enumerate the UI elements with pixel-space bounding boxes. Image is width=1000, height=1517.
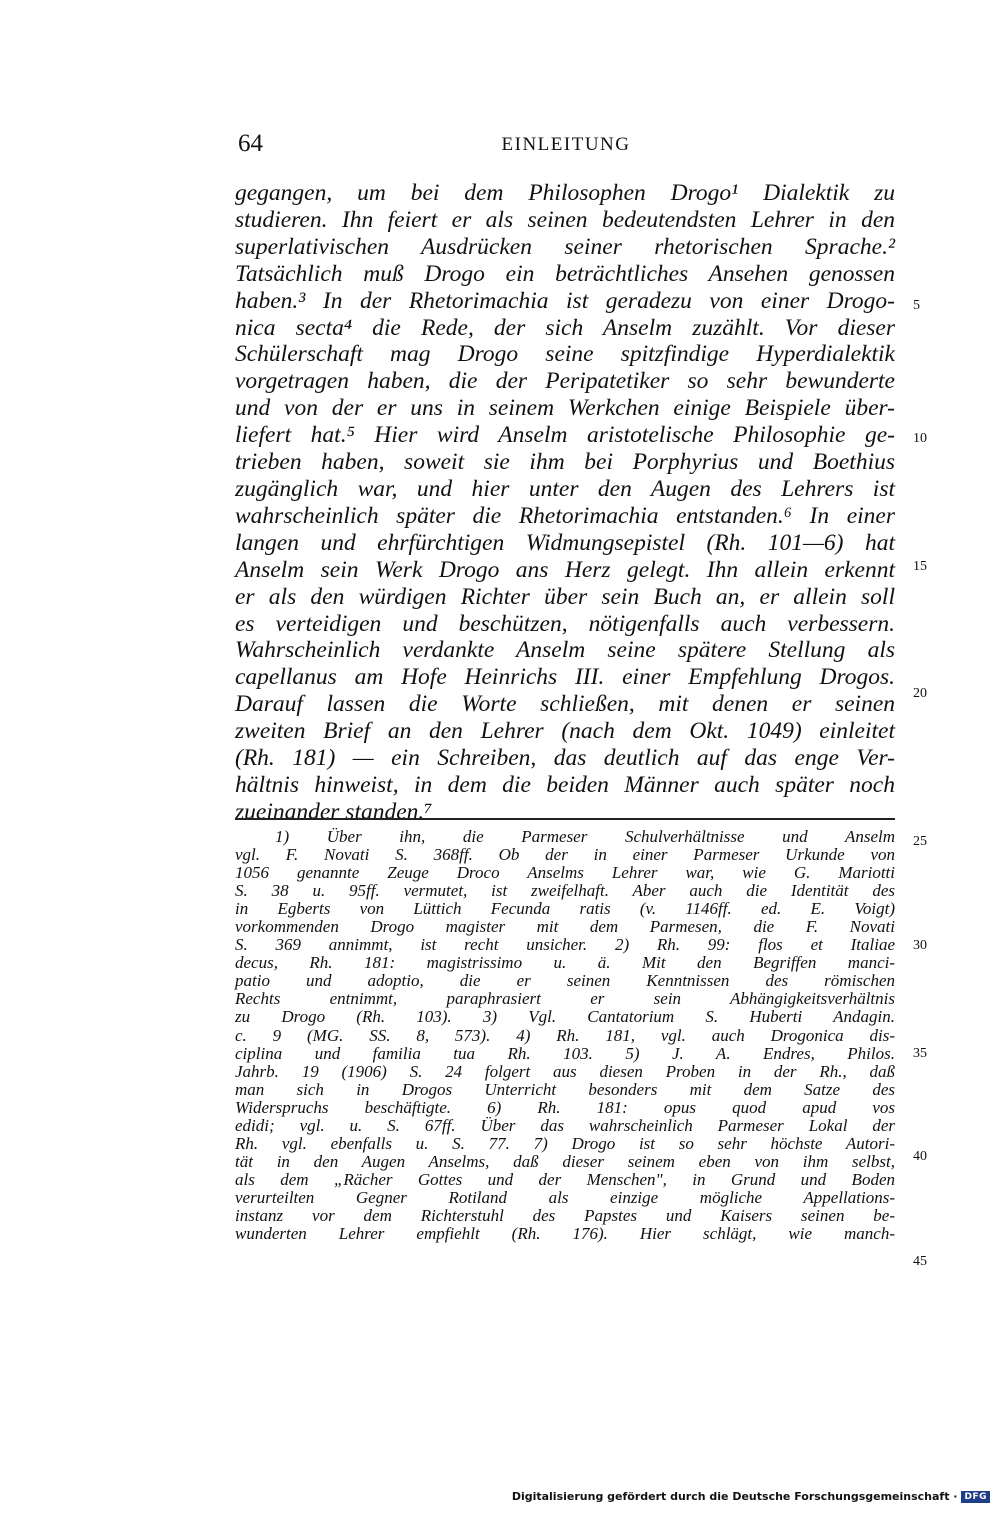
body-line: trieben haben, soweit sie ihm bei Porphyrius und Boethius [235,449,895,476]
line-number: 15 [913,559,927,574]
footnote-line: als dem „Rächer Gottes und der Menschen", in Grund und Boden [235,1169,895,1189]
line-number: 20 [913,686,927,701]
footnote-line: man sich in Drogos Unterricht besonders mit dem Satze des [235,1079,895,1099]
body-line: zueinander standen.⁷ [235,798,433,825]
footnote-line: Rh. vgl. ebenfalls u. S. 77. 7) Drogo ist so sehr höchste Autori- [235,1133,895,1153]
footnote-line: Rechts entnimmt, paraphrasiert er sein Abhängigkeitsverhältnis [235,989,895,1009]
footnote-line: edidi; vgl. u. S. 67ff. Über das wahrscheinlich Parmeser Lokal der [235,1115,895,1135]
line-number: 45 [913,1254,927,1269]
body-line: es verteidigen und beschützen, nötigenfalls auch verbessern. [235,610,895,637]
body-line: zweiten Brief an den Lehrer (nach dem Okt. 1049) einleitet [235,718,895,745]
page-number: 64 [238,130,263,157]
page-header [238,130,894,160]
body-line: langen und ehrfürchtigen Widmungsepistel (Rh. 101—6) hat [235,529,895,556]
footnote-line: 1056 genannte Zeuge Droco Anselms Lehrer war, wie G. Mariotti [235,863,895,883]
body-line: vorgetragen haben, die der Peripatetiker so sehr bewunderte [235,368,895,395]
digitization-footer [512,1490,990,1503]
footnote-line: Widerspruchs beschäftigte. 6) Rh. 181: opus quod apud vos [235,1097,895,1117]
footnote-line: c. 9 (MG. SS. 8, 573). 4) Rh. 181, vgl. auch Drogonica dis- [235,1025,895,1045]
footnote-line: patio und adoptio, die er seinen Kenntnissen des römischen [235,971,895,991]
footnote-line: vorkommenden Drogo magister mit dem Parmesen, die F. Novati [235,917,895,937]
footnote-line: 1) Über ihn, die Parmeser Schulverhältnisse und Anselm [275,827,895,846]
body-line: Tatsächlich muß Drogo ein beträchtliches Ansehen genossen [235,260,895,287]
footnote-line: S. 38 u. 95ff. vermutet, ist zweifelhaft. Aber auch die Identität des [235,881,895,901]
body-line: gegangen, um bei dem Philosophen Drogo¹ Dialektik zu [235,180,895,206]
body-line: er als den würdigen Richter über sein Buch an, er allein soll [235,583,895,610]
body-line: (Rh. 181) — ein Schreiben, das deutlich auf das enge Ver- [235,745,895,772]
line-number: 10 [913,431,927,446]
footnote-line: instanz vor dem Richterstuhl des Papstes und Kaisers seinen be- [235,1205,895,1225]
line-number: 25 [913,834,927,849]
footnote-line: vgl. F. Novati S. 368ff. Ob der in einer Parmeser Urkunde von [235,845,895,865]
body-line: Anselm sein Werk Drogo ans Herz gelegt. Ihn allein erkennt [235,556,895,583]
body-line: Darauf lassen die Worte schließen, mit denen er seinen [235,691,895,718]
footnote-rule [235,818,895,820]
footnote-line: zu Drogo (Rh. 103). 3) Vgl. Cantatorium S. Huberti Andagin. [235,1007,895,1027]
line-number: 5 [913,298,920,313]
line-number: 40 [913,1149,927,1164]
line-number: 35 [913,1046,927,1061]
footnote-line: S. 369 annimmt, ist recht unsicher. 2) Rh. 99: flos et Italiae [235,935,895,955]
body-line: nica secta⁴ die Rede, der sich Anselm zuzählt. Vor dieser [235,314,895,341]
dfg-logo: DFG [961,1491,990,1503]
footnote-line: decus, Rh. 181: magistrissimo u. ä. Mit den Begriffen manci- [235,953,895,973]
footnote-line: verurteilten Gegner Rotiland als einzige mögliche Appellations- [235,1187,895,1207]
body-line: haben.³ In der Rhetorimachia ist geradezu von einer Drogo- [235,287,895,314]
body-text [235,180,895,826]
body-line: zugänglich war, und hier unter den Augen des Lehrers ist [235,475,895,502]
body-line: hältnis hinweist, in dem die beiden Männer auch später noch [235,771,895,798]
footnote-line: ciplina und familia tua Rh. 103. 5) J. A. Endres, Philos. [235,1043,895,1063]
body-line: Wahrscheinlich verdankte Anselm seine spätere Stellung als [235,637,895,664]
footnotes [235,828,895,1243]
body-line: liefert hat.⁵ Hier wird Anselm aristotelische Philosophie ge- [235,422,895,449]
footnote-line: in Egberts von Lüttich Fecunda ratis (v. 1146ff. ed. E. Voigt) [235,899,895,919]
body-line: und von der er uns in seinem Werkchen einige Beispiele über- [235,395,895,422]
running-head: EINLEITUNG [501,134,631,155]
footnote-line: Jahrb. 19 (1906) S. 24 folgert aus diesen Proben in der Rh., daß [235,1061,895,1081]
body-line: superlativischen Ausdrücken seiner rhetorischen Sprache.² [235,233,895,260]
body-line: Schülerschaft mag Drogo seine spitzfindige Hyperdialektik [235,341,895,368]
footnote-line: tät in den Augen Anselms, daß dieser seinem eben von ihm selbst, [235,1151,895,1171]
line-number: 30 [913,938,927,953]
body-line: capellanus am Hofe Heinrichs III. einer Empfehlung Drogos. [235,664,895,691]
footer-text: Digitalisierung gefördert durch die Deutsche Forschungsgemeinschaft · [511,1490,958,1503]
body-line: studieren. Ihn feiert er als seinen bedeutendsten Lehrer in den [235,206,895,233]
footnote-line: wunderten Lehrer empfiehlt (Rh. 176). Hier schlägt, wie manch- [235,1224,895,1244]
body-line: wahrscheinlich später die Rhetorimachia entstanden.⁶ In einer [235,502,895,529]
